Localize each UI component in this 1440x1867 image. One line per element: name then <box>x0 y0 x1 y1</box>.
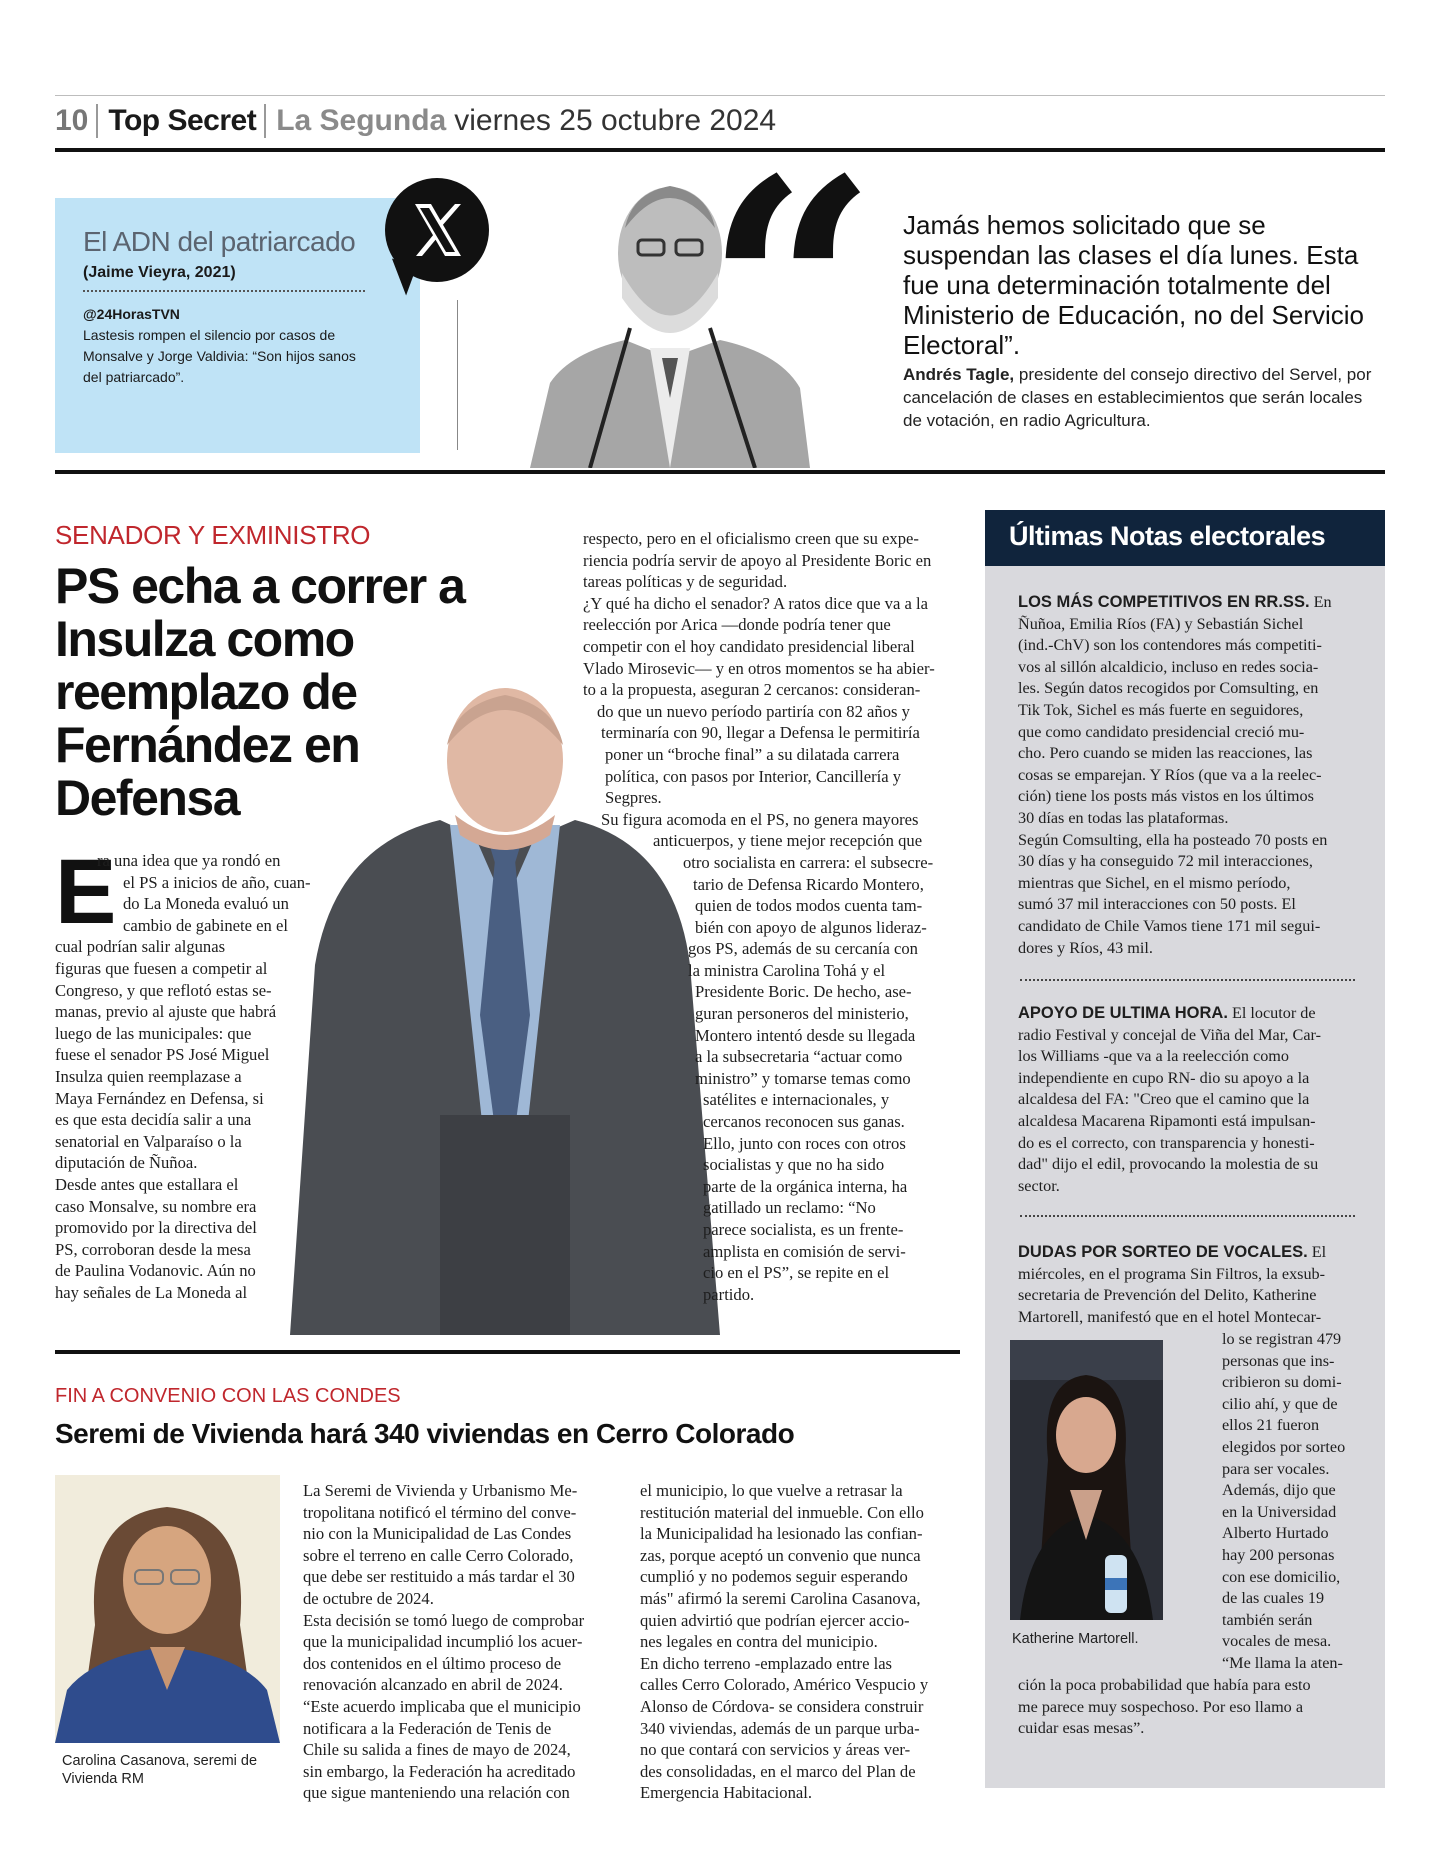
body-line: respecto, pero en el oficialismo creen que su expe- <box>583 529 919 548</box>
note-line: me parece muy sospechoso. Por eso llamo a <box>1018 1697 1304 1716</box>
body-line: ra una idea que ya rondó en <box>97 851 281 870</box>
section-name: Top Secret <box>98 104 266 138</box>
body-line: gos PS, además de su cercanía con <box>688 939 918 959</box>
body-line: Insulza quien reemplazase a <box>55 1066 242 1086</box>
note-line: lo se registran 479 <box>1222 1330 1342 1348</box>
tweet-handle: @24HorasTVN <box>83 306 180 322</box>
tweet-author: (Jaime Vieyra, 2021) <box>83 264 365 292</box>
body-line: Congreso, y que reflotó estas se- <box>55 980 272 1000</box>
x-logo-icon <box>385 178 489 282</box>
body-line: riencia podría servir de apoyo al Presidente Boric en <box>583 550 932 570</box>
body-line: poner un “broche final” a su dilatada carrera <box>605 744 900 764</box>
note-line: con ese domicilio, <box>1222 1567 1341 1586</box>
body-line: cumplió y no podemos seguir esperando <box>640 1567 908 1587</box>
sidebar-note-3 <box>1018 1242 1368 1328</box>
body-line: to a la propuesta, aseguran 2 cercanos: consideran- <box>583 680 921 700</box>
body-line: el PS a inicios de año, cuan- <box>123 872 311 892</box>
quote-speaker: Andrés Tagle, <box>903 365 1015 384</box>
body-line: Segpres. <box>605 788 662 808</box>
main-col2 <box>583 528 968 1305</box>
note-line: 30 días y ha conseguido 72 mil interacciones, <box>1018 852 1313 871</box>
note-lead: DUDAS POR SORTEO DE VOCALES. <box>1018 1243 1308 1261</box>
note-line: Además, dijo que <box>1222 1481 1336 1500</box>
note-lead: APOYO DE ULTIMA HORA. <box>1018 1004 1228 1022</box>
body-line: do La Moneda evaluó un <box>123 894 289 914</box>
body-line: satélites e internacionales, y <box>703 1090 890 1110</box>
body-line: promovido por la directiva del <box>55 1218 257 1238</box>
note-line: para ser vocales. <box>1222 1459 1330 1478</box>
body-line: luego de las municipales: que <box>55 1023 252 1043</box>
body-line: Emergencia Habitacional. <box>640 1783 813 1803</box>
body-line: Esta decisión se tomó luego de comprobar <box>303 1610 585 1630</box>
tweet-title: El ADN del patriarcado <box>83 226 356 257</box>
sidebar-note-1 <box>1018 592 1368 959</box>
note-line <box>1018 592 1368 614</box>
body-line: reelección por Arica —donde podría tener que <box>583 615 891 635</box>
body-line: Maya Fernández en Defensa, si <box>55 1088 264 1108</box>
body-line: competir con el hoy candidato presidencial liberal <box>583 636 915 656</box>
body-line: que debe ser restituido a más tardar el 30 <box>303 1567 575 1587</box>
note-line: dad" dijo el edil, provocando la molestia de su <box>1018 1155 1319 1174</box>
body-line: cercanos reconocen sus ganas. <box>703 1112 905 1132</box>
top-rule <box>55 95 1385 96</box>
note-line: independiente en cupo RN- dio su apoyo a la <box>1018 1068 1310 1087</box>
body-line: Su figura acomoda en el PS, no genera mayores <box>601 809 919 829</box>
sidebar-divider-2 <box>1020 1215 1355 1217</box>
note-line: dores y Ríos, 43 mil. <box>1018 938 1153 957</box>
main-headline: PS echa a correr a Insulza como reemplazo de Fernández en Defensa <box>55 558 465 826</box>
note-line: les. Según datos recogidos por Comsulting, en <box>1018 679 1319 698</box>
body-line: tropolitana notificó el término del conve- <box>303 1502 577 1522</box>
note-line: 30 días en todas las plataformas. <box>1018 808 1229 827</box>
note-line: también serán <box>1222 1610 1313 1629</box>
martorell-caption: Katherine Martorell. <box>1012 1631 1139 1647</box>
body-line: manas, previo al ajuste que habrá <box>55 1002 277 1022</box>
note-line: sumó 37 mil interacciones con 50 posts. El <box>1018 895 1296 914</box>
body-line: política, con pasos por Interior, Cancillería y <box>605 766 902 786</box>
note-line: do es el correcto, con transparencia y honesti- <box>1018 1133 1315 1152</box>
note-line: Tik Tok, Sichel es más fuerte en seguidores, <box>1018 700 1304 719</box>
body-line: el municipio, lo que vuelve a retrasar la <box>640 1481 903 1500</box>
body-line: Presidente Boric. De hecho, ase- <box>695 982 912 1002</box>
body-line: tareas políticas y de seguridad. <box>583 572 788 592</box>
body-line: Alonso de Córdova- se considera construir <box>640 1696 924 1716</box>
body-line: Chile su salida a fines de mayo de 2024, <box>303 1740 571 1760</box>
note-line: sector. <box>1018 1176 1060 1195</box>
body-line: la Municipalidad ha lesionado las confian- <box>640 1524 923 1544</box>
body-line: dos contenidos en el último proceso de <box>303 1653 562 1673</box>
body-line: quien advirtió que podrían ejercer accio- <box>640 1610 910 1630</box>
page-header <box>55 100 776 142</box>
body-line: calles Cerro Colorado, Américo Vespucio y <box>640 1675 929 1695</box>
quote-caption <box>903 363 1373 432</box>
body-line: zas, porque aceptó un convenio que nunca <box>640 1545 921 1565</box>
quote-marks-icon: “ <box>705 113 878 466</box>
second-col1 <box>303 1480 623 1804</box>
body-line: amplista en comisión de servi- <box>703 1241 906 1261</box>
body-line: do que un nuevo período partiría con 82 años y <box>597 701 910 721</box>
section-rule <box>55 470 1385 474</box>
note-line: personas que ins- <box>1222 1351 1335 1370</box>
drop-cap: E <box>55 841 117 943</box>
martorell-photo <box>1010 1340 1163 1620</box>
body-line: parte de la orgánica interna, ha <box>703 1176 908 1196</box>
note-text: En <box>1309 593 1332 611</box>
second-headline: Seremi de Vivienda hará 340 viviendas en Cerro Colorado <box>55 1418 795 1449</box>
note-text: El locutor de <box>1227 1004 1316 1022</box>
note-line: ción la poca probabilidad que había para esto <box>1018 1676 1311 1694</box>
body-line: 340 viviendas, además de un parque urba- <box>640 1718 920 1738</box>
body-line: partido. <box>703 1284 755 1304</box>
body-line: parece socialista, es un frente- <box>703 1220 904 1239</box>
body-line: cambio de gabinete en el <box>123 915 288 935</box>
body-line: la ministra Carolina Tohá y el <box>688 960 886 980</box>
body-line: Vlado Mirosevic— y en otros momentos se ha abier- <box>583 658 935 678</box>
note-line: (ind.-ChV) son los contendores más competiti- <box>1018 636 1322 655</box>
note-line: vos al sillón alcaldicio, incluso en redes socia- <box>1018 657 1319 676</box>
body-line: que sigue manteniendo una relación con <box>303 1783 570 1803</box>
body-line: ministro” y tomarse temas como <box>695 1068 911 1088</box>
body-line: senatorial en Valparaíso o la <box>55 1131 242 1151</box>
note-line: de las cuales 19 <box>1222 1589 1325 1608</box>
body-line: fuese el senador PS José Miguel <box>55 1045 270 1065</box>
body-line: Ello, junto con roces con otros <box>703 1133 906 1153</box>
note-line: cuidar esas mesas”. <box>1018 1719 1145 1738</box>
body-line: que la municipalidad incumplió los acuer- <box>303 1632 583 1652</box>
body-line: des consolidadas, en el marco del Plan de <box>640 1761 916 1781</box>
body-line: a la subsecretaria “actuar como <box>695 1047 903 1067</box>
body-line: tario de Defensa Ricardo Montero, <box>693 874 924 894</box>
note-line: cilio ahí, y que de <box>1222 1394 1338 1413</box>
note-line: ellos 21 fueron <box>1222 1416 1320 1435</box>
note-line: Según Comsulting, ella ha posteado 70 posts en <box>1018 830 1328 849</box>
page-number: 10 <box>55 104 98 138</box>
second-kicker: FIN A CONVENIO CON LAS CONDES <box>55 1385 401 1407</box>
issue-date: viernes 25 octubre 2024 <box>454 104 777 137</box>
note-line: alcaldesa del FA: "Creo que el camino que la <box>1018 1090 1310 1109</box>
note-line: Martorell, manifestó que en el hotel Montecar- <box>1018 1307 1322 1326</box>
note-line: mientras que Sichel, en el mismo período, <box>1018 873 1291 892</box>
body-line: PS, corroboran desde la mesa <box>55 1239 251 1259</box>
note-line <box>1018 1242 1368 1264</box>
sidebar-note-3-tail <box>1018 1675 1368 1740</box>
casanova-caption: Carolina Casanova, seremi de Vivienda RM <box>62 1753 258 1787</box>
body-line: Montero intentó desde su llegada <box>695 1025 916 1045</box>
body-line: notificara a la Federación de Tenis de <box>303 1718 552 1738</box>
body-line: gatillado un reclamo: “No <box>703 1198 876 1218</box>
main-kicker: SENADOR Y EXMINISTRO <box>55 520 371 550</box>
brand-name: La Segunda <box>276 104 447 137</box>
quote-text: Jamás hemos solicitado que se suspendan las clases el día lunes. Esta fue una determinación totalmente del Ministerio de Educación, no del Servicio Electoral”. <box>903 210 1365 360</box>
body-line: “Este acuerdo implicaba que el municipio <box>303 1696 581 1716</box>
second-col2 <box>640 1480 960 1804</box>
note-line: cho. Pero cuando se miden las reacciones, las <box>1018 744 1313 763</box>
body-line: socialistas y que no ha sido <box>703 1155 885 1175</box>
note-line: Alberto Hurtado <box>1222 1524 1329 1543</box>
note-line: los Williams -que va a la reelección como <box>1018 1047 1289 1066</box>
sidebar-title: Últimas Notas electorales <box>985 510 1385 566</box>
body-line: nes legales en contra del municipio. <box>640 1632 878 1652</box>
body-line: más" afirmó la seremi Carolina Casanova, <box>640 1588 921 1608</box>
note-line: cribieron su domi- <box>1222 1373 1342 1392</box>
note-line <box>1018 1003 1368 1025</box>
note-line: Ñuñoa, Emilia Ríos (FA) y Sebastián Sichel <box>1018 614 1304 633</box>
body-line: de octubre de 2024. <box>303 1588 434 1608</box>
body-line: La Seremi de Vivienda y Urbanismo Me- <box>303 1481 578 1500</box>
tweet-box <box>55 198 420 453</box>
body-line: cual podrían salir algunas <box>55 937 226 957</box>
body-line: diputación de Ñuñoa. <box>55 1153 198 1173</box>
note-line: vocales de mesa. <box>1222 1632 1332 1651</box>
body-line: sobre el terreno en calle Cerro Colorado, <box>303 1545 574 1565</box>
tweet-text: Lastesis rompen el silencio por casos de Monsalve y Jorge Valdivia: “Son hijos sanos del patriarcado”. <box>83 327 356 385</box>
sidebar-note-2 <box>1018 1003 1368 1197</box>
body-line: hay señales de La Moneda al <box>55 1282 248 1302</box>
body-line: no que contará con servicios y áreas ver- <box>640 1740 911 1760</box>
body-line: otro socialista en carrera: el subsecre- <box>683 852 934 872</box>
note-lead: LOS MÁS COMPETITIVOS EN RR.SS. <box>1018 593 1310 611</box>
note-line: secretaria de Prevención del Delito, Katherine <box>1018 1286 1317 1305</box>
sidebar-divider-1 <box>1020 979 1355 981</box>
body-line: guran personeros del ministerio, <box>695 1004 909 1024</box>
body-line: En dicho terreno -emplazado entre las <box>640 1653 893 1673</box>
note-line: candidato de Chile Vamos tiene 171 mil segui- <box>1018 916 1321 935</box>
note-line: cosas se emparejan. Y Ríos (que va a la reelec- <box>1018 765 1322 784</box>
body-line: bién con apoyo de algunos lideraz- <box>695 917 927 937</box>
body-line: Desde antes que estallara el <box>55 1174 239 1194</box>
note-line: “Me llama la aten- <box>1222 1653 1343 1672</box>
note-line: alcaldesa Macarena Ripamonti está impulsan- <box>1018 1111 1316 1130</box>
body-line: sin embargo, la Federación ha acreditado <box>303 1761 576 1781</box>
note-line: ción) tiene los posts más vistos en los últimos <box>1018 787 1314 806</box>
note-line: en la Universidad <box>1222 1502 1337 1521</box>
sidebar-note-3-narrow <box>1222 1329 1372 1675</box>
note-line: hay 200 personas <box>1222 1545 1335 1564</box>
note-line: miércoles, en el programa Sin Filtros, la exsub- <box>1018 1264 1326 1283</box>
body-line: restitución material del inmueble. Con ello <box>640 1502 924 1522</box>
body-line: de Paulina Vodanovic. Aún no <box>55 1261 256 1281</box>
note-line: radio Festival y concejal de Viña del Mar, Car- <box>1018 1025 1321 1044</box>
body-line: es que esta decidía salir a una <box>55 1110 252 1130</box>
body-line: ¿Y qué ha dicho el senador? A ratos dice que va a la <box>583 593 928 613</box>
body-line: nio con la Municipalidad de Las Condes <box>303 1524 572 1544</box>
note-text: El <box>1307 1243 1327 1261</box>
quote-caption-text: presidente del consejo directivo del Servel, por cancelación de clases en establecimientos que serán locales de votación, en radio Agricultura. <box>903 365 1372 430</box>
body-line: terminaría con 90, llegar a Defensa le permitiría <box>601 723 920 743</box>
body-line: caso Monsalve, su nombre era <box>55 1196 257 1216</box>
body-line: figuras que fuesen a competir al <box>55 958 268 978</box>
casanova-photo <box>55 1475 280 1743</box>
body-line: quien de todos modos cuenta tam- <box>695 896 923 916</box>
body-line: renovación alcanzado en abril de 2024. <box>303 1675 563 1695</box>
note-line: elegidos por sorteo <box>1222 1437 1346 1456</box>
note-line: que como candidato presidencial creció mu- <box>1018 722 1305 741</box>
body-line: anticuerpos, y tiene mejor recepción que <box>653 831 923 851</box>
divider-line <box>457 300 458 450</box>
article-rule <box>55 1350 960 1354</box>
body-line: cio en el PS”, se repite en el <box>703 1263 890 1283</box>
